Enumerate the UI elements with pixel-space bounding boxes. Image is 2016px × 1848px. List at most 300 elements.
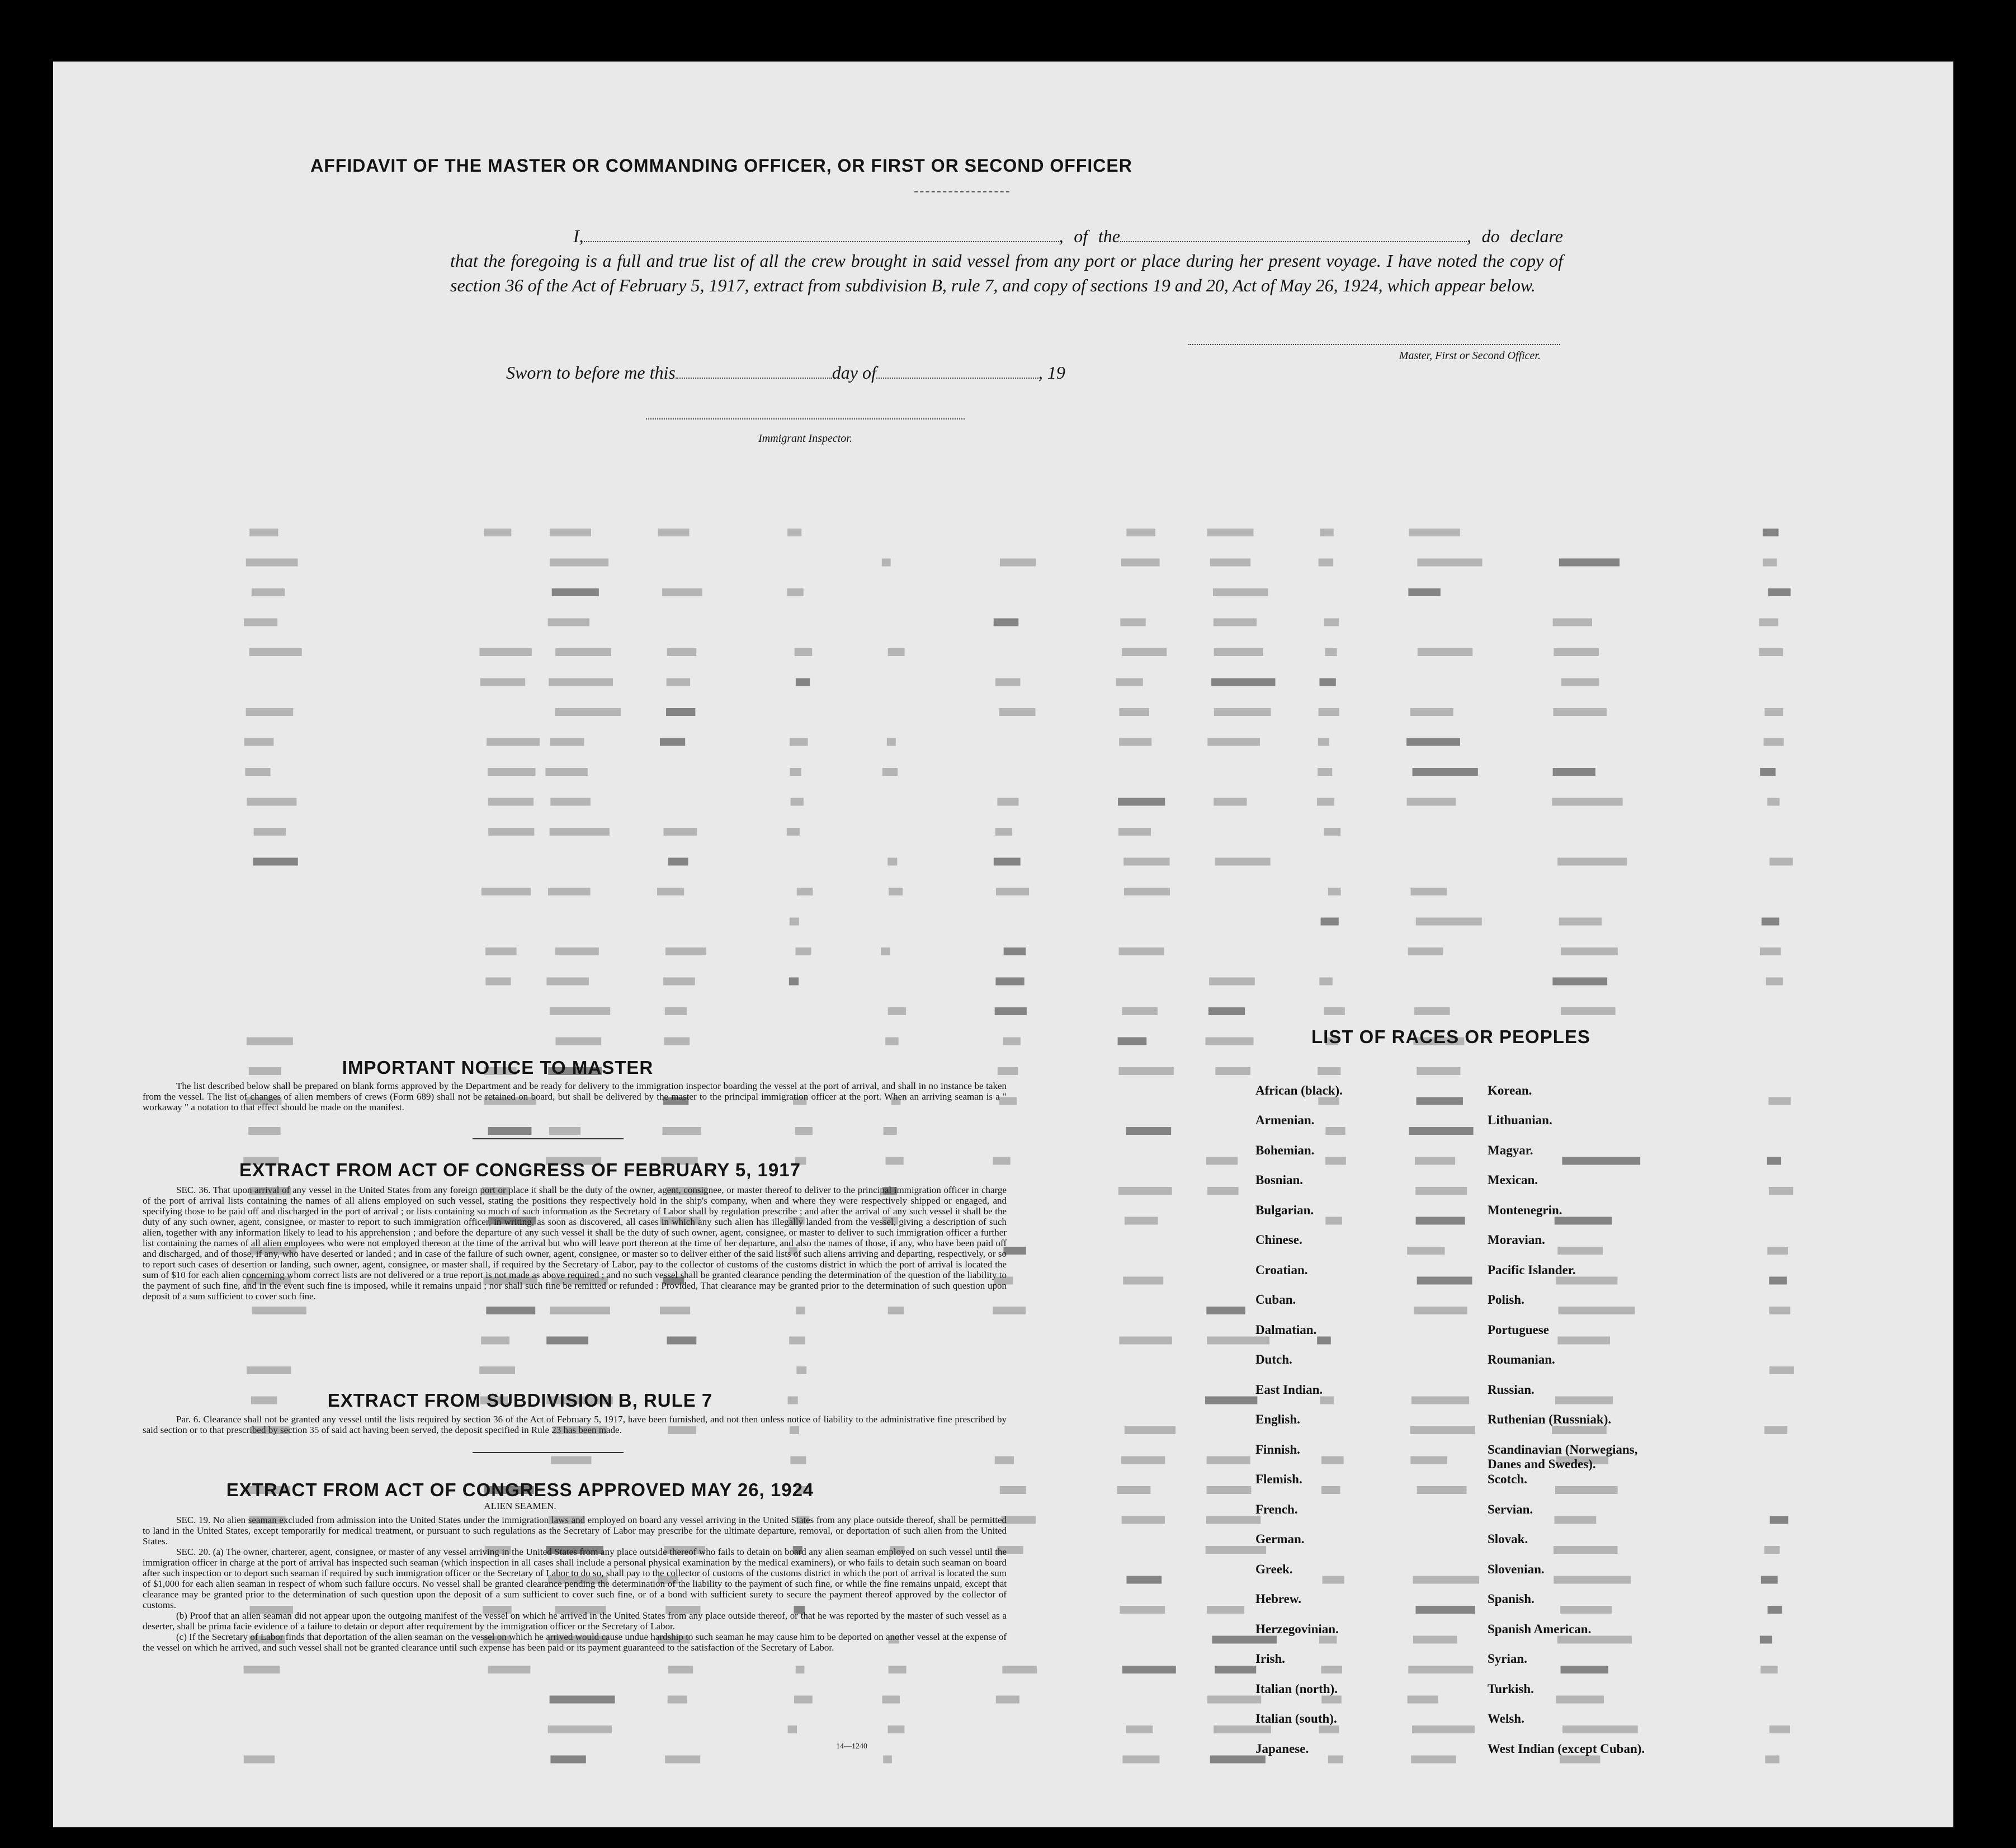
race-item: Flemish. [1255, 1472, 1302, 1486]
ghost-mark [1207, 1606, 1244, 1614]
affidavit-of-the: , of the [1059, 226, 1120, 246]
ghost-mark [995, 1007, 1027, 1015]
ghost-mark [1000, 1486, 1026, 1494]
ghost-mark [882, 559, 891, 567]
ghost-mark [791, 798, 804, 806]
ghost-mark [550, 798, 591, 806]
affidavit-text [450, 224, 1563, 298]
race-item: Bohemian. [1255, 1143, 1315, 1157]
ghost-mark [1319, 1726, 1339, 1733]
extract-rule7-body: Par. 6. Clearance shall not be granted any vessel until the lists required by section 36 of the Act of February 5, 1917, have been furnished, and not then unless notice of liability to the administrative fine prescribed by said section or to that prescribed by section 35 of said act having been served, the deposit specified in Rule 23 has been made. [143, 1414, 1007, 1435]
ghost-mark [550, 1696, 615, 1704]
ghost-mark [789, 978, 799, 986]
ghost-mark [1769, 858, 1792, 866]
affidavit-title: AFFIDAVIT OF THE MASTER OR COMMANDING OFFICER, OR FIRST OR SECOND OFFICER [310, 155, 1132, 176]
ghost-mark [1214, 798, 1247, 806]
ghost-mark [1117, 1486, 1150, 1494]
ghost-mark [1769, 1307, 1791, 1314]
signature-label: Master, First or Second Officer. [1399, 350, 1541, 362]
race-item: Slovak. [1488, 1532, 1528, 1546]
ghost-mark [1325, 648, 1337, 656]
ghost-mark [1417, 1067, 1460, 1075]
ghost-mark [485, 978, 511, 986]
ghost-mark [885, 1038, 898, 1045]
ghost-mark [796, 1666, 805, 1673]
ghost-mark [1768, 1097, 1791, 1105]
ghost-mark [550, 529, 591, 536]
ghost-mark [1118, 1067, 1173, 1075]
race-item: Italian (north). [1255, 1682, 1338, 1696]
ghost-mark [1553, 619, 1592, 626]
ghost-mark [486, 1307, 535, 1314]
extract-1924-title: EXTRACT FROM ACT OF CONGRESS APPROVED MAY 26, 1924 [226, 1479, 814, 1500]
race-item: Dutch. [1255, 1352, 1292, 1366]
ghost-mark [882, 768, 898, 776]
race-item: Lithuanian. [1488, 1113, 1552, 1127]
race-item: Spanish American. [1488, 1622, 1592, 1636]
ghost-mark [1559, 918, 1602, 926]
extract-1917-title: EXTRACT FROM ACT OF CONGRESS OF FEBRUARY 5, 1917 [239, 1159, 801, 1180]
ghost-mark [668, 1666, 693, 1673]
ghost-mark [1003, 1038, 1021, 1045]
ghost-mark [1764, 1546, 1779, 1554]
ghost-mark [1557, 1636, 1632, 1644]
race-item: Mexican. [1488, 1173, 1538, 1187]
ghost-mark [1318, 1097, 1339, 1105]
race-item: Scandinavian (Norwegians, Danes and Swedes). [1488, 1442, 1638, 1471]
ghost-mark [1407, 1247, 1444, 1255]
races-title: LIST OF RACES OR PEOPLES [1311, 1026, 1590, 1047]
ghost-mark [1126, 529, 1155, 536]
ghost-mark [994, 858, 1021, 866]
ghost-mark [1120, 619, 1145, 626]
ghost-mark [1411, 1397, 1469, 1404]
ghost-mark [1552, 1426, 1607, 1434]
ghost-mark [1206, 1157, 1238, 1165]
ghost-mark [1320, 1397, 1334, 1404]
ghost-mark [1320, 529, 1334, 536]
ghost-mark [1207, 738, 1260, 746]
ghost-mark [1414, 1307, 1467, 1314]
ghost-mark [998, 1067, 1018, 1075]
ghost-mark [997, 798, 1018, 806]
ghost-mark [252, 1307, 306, 1314]
race-item: Irish. [1255, 1652, 1286, 1666]
ghost-mark [1552, 978, 1607, 986]
ghost-mark [1321, 1456, 1344, 1464]
ghost-mark [995, 678, 1020, 686]
ghost-mark [1410, 1426, 1475, 1434]
ghost-mark [244, 1666, 280, 1673]
ghost-mark [247, 798, 296, 806]
ghost-mark [790, 768, 801, 776]
ghost-mark [1761, 1576, 1778, 1584]
race-item: Korean. [1488, 1083, 1532, 1097]
form-number: 14—1240 [836, 1742, 867, 1751]
race-item: Turkish. [1488, 1682, 1534, 1696]
ghost-mark [993, 1307, 1026, 1314]
ghost-mark [548, 888, 591, 895]
ghost-mark [665, 1756, 700, 1764]
ghost-mark [1417, 559, 1482, 567]
ghost-mark [1212, 1636, 1277, 1644]
ghost-mark [1406, 738, 1460, 746]
ghost-mark [484, 529, 511, 536]
ghost-mark [887, 858, 897, 866]
race-item: East Indian. [1255, 1383, 1323, 1397]
race-item: Herzegovinian. [1255, 1622, 1339, 1636]
ghost-mark [1328, 1756, 1343, 1764]
ghost-mark [884, 1127, 897, 1135]
ghost-mark [1118, 1187, 1172, 1195]
race-item: Bulgarian. [1255, 1203, 1314, 1217]
vessel-field[interactable] [1120, 228, 1467, 242]
ghost-mark [1417, 1486, 1467, 1494]
ghost-mark [555, 1038, 601, 1045]
ghost-mark [1760, 768, 1776, 776]
ghost-mark [795, 947, 811, 955]
ghost-mark [1411, 1756, 1456, 1764]
ghost-mark [1325, 1127, 1345, 1135]
ghost-mark [1122, 648, 1167, 656]
ghost-mark [790, 1456, 806, 1464]
ghost-mark [1769, 1187, 1793, 1195]
ghost-mark [1555, 1217, 1612, 1225]
ghost-mark [549, 678, 613, 686]
ghost-mark [1554, 1546, 1618, 1554]
ghost-mark [665, 947, 706, 955]
ghost-mark [1119, 738, 1151, 746]
sworn-prefix: Sworn to before me this [506, 362, 676, 383]
ghost-mark [1764, 1426, 1787, 1434]
race-item: Italian (south). [1255, 1712, 1337, 1726]
ghost-mark [1319, 559, 1333, 567]
ghost-mark [994, 619, 1019, 626]
race-item: Scotch. [1488, 1472, 1527, 1486]
inspector-signature-line[interactable] [646, 418, 965, 419]
race-item: Servian. [1488, 1502, 1533, 1516]
ghost-mark [1119, 1337, 1172, 1345]
ghost-mark [1416, 918, 1482, 926]
ghost-mark [1122, 1516, 1165, 1524]
ghost-mark [1125, 1217, 1158, 1225]
ghost-mark [1317, 1337, 1331, 1345]
ghost-mark [667, 1337, 696, 1345]
ghost-mark [996, 1696, 1019, 1704]
ghost-mark [1324, 1007, 1345, 1015]
ghost-mark [881, 947, 890, 955]
ghost-mark [663, 978, 695, 986]
ghost-mark [1319, 1636, 1337, 1644]
affidavit-do-declare: , do declare [1466, 226, 1563, 246]
ghost-mark [546, 1337, 588, 1345]
ghost-mark [1561, 947, 1618, 955]
ghost-mark [1122, 1007, 1158, 1015]
ghost-mark [1769, 1726, 1790, 1733]
affidavit-i: I, [573, 226, 584, 246]
ghost-mark [665, 1007, 687, 1015]
ghost-mark [789, 1337, 805, 1345]
ghost-mark [1214, 619, 1257, 626]
ghost-mark [1206, 1307, 1245, 1314]
ghost-mark [1413, 1636, 1457, 1644]
ghost-mark [1557, 858, 1627, 866]
ghost-mark [1319, 678, 1335, 686]
ghost-mark [1766, 978, 1783, 986]
ghost-mark [790, 738, 808, 746]
ghost-mark [668, 858, 688, 866]
ghost-mark [550, 1007, 610, 1015]
sec20a-paragraph: SEC. 20. (a) The owner, charterer, agent, consignee, or master of any vessel arriving in the United States from any place outside thereof who fails to detain on board any alien seaman employed on such vessel until the immigration officer in charge at the port of arrival has inspected such seaman (which inspection in all cases shall include a personal physical examination by the medical examiners), or who fails to detain such seaman on board after such inspection or to deport such seaman if required by such immigration officer or the Secretary of Labor to do so, shall pay to the collector of customs of the customs district in which the port of arrival is located the sum of $1,000 for each alien seaman in respect of whom such failure occurs. No vessel shall be granted clearance pending the determination of the liability to the payment of such fine, or while the fine remains unpaid, except that clearance may be granted prior to the determination of such question upon the deposit of a sum sufficient to cover such fine, or of a bond with sufficient surety to secure the payment thereof approved by the collector of customs. [143, 1547, 1007, 1610]
ghost-mark [1119, 708, 1149, 716]
ghost-mark [246, 708, 294, 716]
ghost-mark [1121, 1456, 1165, 1464]
ghost-mark [1557, 1337, 1610, 1345]
extract-rule7-title: EXTRACT FROM SUBDIVISION B, RULE 7 [327, 1390, 713, 1411]
ghost-mark [1554, 648, 1599, 656]
ghost-mark [1759, 619, 1778, 626]
name-field[interactable] [584, 228, 1059, 242]
ghost-mark [660, 738, 685, 746]
ghost-mark [1318, 768, 1332, 776]
ghost-mark [488, 1127, 532, 1135]
ghost-mark [1558, 1307, 1635, 1314]
ghost-mark [1409, 1127, 1474, 1135]
ghost-mark [795, 648, 812, 656]
race-item: Welsh. [1488, 1712, 1524, 1726]
ghost-mark [254, 828, 286, 836]
ghost-mark [1555, 1397, 1613, 1404]
ghost-mark [1003, 1247, 1026, 1255]
ghost-mark [888, 1726, 905, 1733]
ghost-mark [1408, 947, 1443, 955]
ghost-mark [545, 768, 587, 776]
ghost-mark [1323, 1576, 1344, 1584]
affidavit-body: that the foregoing is a full and true list of all the crew brought in said vessel from any port or place during her present voyage. I have noted the copy of section 36 of the Act of February 5, 1917, extract from subdivision B, rule 7, and copy of sections 19 and 20, Act of May 26, 1924, which appear below. [450, 251, 1563, 295]
ghost-mark [1762, 918, 1779, 926]
race-item: Croatian. [1255, 1263, 1308, 1277]
ghost-mark [1123, 858, 1169, 866]
race-item: Armenian. [1255, 1113, 1315, 1127]
ghost-mark [1207, 1187, 1238, 1195]
race-item: Ruthenian (Russniak). [1488, 1412, 1612, 1426]
ghost-mark [245, 768, 270, 776]
race-item: Slovenian. [1488, 1562, 1545, 1576]
ghost-mark [1324, 828, 1341, 836]
ghost-mark [1759, 648, 1783, 656]
ghost-mark [479, 648, 532, 656]
ghost-mark [1123, 1277, 1163, 1285]
ghost-mark [1552, 798, 1622, 806]
ghost-mark [1119, 947, 1164, 955]
signature-line[interactable] [1188, 344, 1560, 345]
ghost-mark [1415, 1157, 1455, 1165]
ghost-mark [1214, 648, 1263, 656]
ghost-mark [1413, 768, 1478, 776]
ghost-mark [1410, 708, 1453, 716]
ghost-mark [249, 648, 302, 656]
ghost-mark [667, 678, 690, 686]
ghost-mark [797, 888, 813, 895]
ghost-mark [550, 559, 608, 567]
race-item: Hebrew. [1255, 1592, 1301, 1606]
ghost-mark [796, 678, 810, 686]
ghost-mark [1557, 1247, 1603, 1255]
ghost-mark [1555, 1516, 1597, 1524]
ghost-mark [1416, 1217, 1465, 1225]
ghost-mark [668, 1696, 687, 1704]
ghost-mark [1413, 1576, 1479, 1584]
ghost-mark [1418, 648, 1472, 656]
ghost-mark [1126, 1127, 1172, 1135]
race-item: Moravian. [1488, 1233, 1545, 1247]
ghost-mark [552, 588, 599, 596]
ghost-mark [1764, 738, 1784, 746]
race-item: Polish. [1488, 1293, 1524, 1307]
ghost-mark [1417, 1277, 1472, 1285]
ghost-mark [796, 1366, 806, 1374]
ghost-mark [1121, 559, 1160, 567]
race-item: English. [1255, 1412, 1300, 1426]
sworn-day-field[interactable] [676, 364, 832, 379]
ghost-mark [1414, 1007, 1450, 1015]
extract-1917-body: SEC. 36. That upon arrival of any vessel in the United States from any foreign port or place it shall be the duty of the owner, agent, consignee, or master thereof to deliver to the principal immigration officer in charge of the port of arrival lists containing the names of all aliens employed on such vessel, stating the positions they respectively hold in the ship's company, when and where they were respectively shipped or engaged, and specifying those to be paid off and discharged in the port of arrival ; or lists containing so much of such information as the Secretary of Labor shall by regulation prescribe ; and after the arrival of any such vessel it shall be the duty of any such owner, agent, consignee, or master to report to such immigration officer, in writing, as soon as discovered, all cases in which any such alien has illegally landed from the vessel, giving a description of such alien, together with any information likely to lead to his apprehension ; and before the departure of any such vessel it shall be the duty of such owner, agent, consignee, or master to deliver to such immigration officer a further list containing the names of all alien employees who were not employed thereon at the time of the arrival but who will leave port thereon at the time of her departure, and also the names of those, if any, who have been paid off and discharged, and of those, if any, who have deserted or landed ; and in case of the failure of such owner, agent, consignee, or master so to deliver either of the said lists of such aliens arriving and departing, respectively, or so to report such cases of desertion or landing, such owner, agent, consignee, or master shall, if required by the Secretary of Labor, pay to the collector of customs of the customs district in which the port of arrival is located the sum of $10 for each alien concerning whom correct lists are not delivered or a true report is not made as above required ; and no such vessel shall be granted clearance pending the determination of the question of the liability to the payment of such fine, and in the event such fine is imposed, while it remains unpaid ; nor shall such fine be remitted or refunded : Provided, That clearance may be granted prior to the determination of such question upon deposit of a sum sufficient to cover such fine. [143, 1185, 1007, 1302]
race-item: Bosnian. [1255, 1173, 1304, 1187]
ghost-mark [1407, 798, 1456, 806]
ghost-mark [993, 1157, 1011, 1165]
ghost-mark [1002, 1666, 1037, 1673]
ghost-mark [253, 858, 298, 866]
ghost-mark [488, 1666, 530, 1673]
ghost-mark [1206, 1516, 1261, 1524]
ghost-mark [555, 947, 598, 955]
ghost-mark [1767, 798, 1779, 806]
ghost-mark [1004, 947, 1026, 955]
ghost-mark [550, 1756, 586, 1764]
race-item: Chinese. [1255, 1233, 1302, 1247]
ghost-mark [790, 918, 799, 926]
ghost-mark [1120, 1606, 1165, 1614]
ghost-mark [479, 1366, 515, 1374]
title-rule [914, 191, 1009, 192]
ghost-mark [882, 1696, 900, 1704]
ghost-mark [1561, 678, 1599, 686]
ghost-mark [1409, 529, 1460, 536]
ghost-mark [1208, 1007, 1245, 1015]
ghost-mark [1763, 529, 1778, 536]
race-item: Finnish. [1255, 1442, 1300, 1456]
ghost-mark [1321, 1696, 1342, 1704]
ghost-mark [485, 947, 516, 955]
sworn-line [506, 362, 1065, 383]
ghost-mark [657, 888, 684, 895]
ghost-mark [1767, 1157, 1781, 1165]
ghost-mark [1214, 708, 1271, 716]
ghost-mark [1118, 828, 1151, 836]
ghost-mark [1562, 1726, 1638, 1733]
ghost-mark [1408, 588, 1440, 596]
ghost-mark [1559, 559, 1620, 567]
ghost-mark [488, 798, 533, 806]
ghost-mark [1122, 1666, 1176, 1673]
ghost-mark [1760, 1636, 1772, 1644]
ghost-mark [1215, 858, 1271, 866]
race-item: Cuban. [1255, 1293, 1296, 1307]
ghost-mark [1211, 678, 1275, 686]
ghost-mark [795, 1127, 813, 1135]
extract-1924-subtitle: ALIEN SEAMEN. [484, 1501, 556, 1511]
ghost-mark [1321, 918, 1339, 926]
ghost-mark [252, 588, 285, 596]
race-item: Russian. [1488, 1383, 1535, 1397]
ghost-mark [1118, 1038, 1147, 1045]
ghost-mark [1763, 559, 1777, 567]
ghost-mark [550, 828, 610, 836]
ghost-mark [1555, 1486, 1618, 1494]
ghost-mark [658, 529, 690, 536]
ghost-mark [1769, 1277, 1787, 1285]
ghost-mark [664, 1038, 690, 1045]
ghost-mark [1554, 1576, 1631, 1584]
race-item: German. [1255, 1532, 1305, 1546]
ghost-mark [1768, 588, 1791, 596]
race-item: Roumanian. [1488, 1352, 1555, 1366]
ghost-mark [1561, 1666, 1608, 1673]
ghost-mark [1122, 1756, 1159, 1764]
notice-title: IMPORTANT NOTICE TO MASTER [342, 1057, 654, 1078]
ghost-mark [995, 1456, 1014, 1464]
race-item: Magyar. [1488, 1143, 1533, 1157]
ghost-mark [244, 619, 277, 626]
ghost-mark [550, 1307, 610, 1314]
ghost-mark [1325, 1157, 1346, 1165]
ghost-mark [889, 888, 903, 895]
ghost-mark [796, 1307, 805, 1314]
ghost-mark [999, 708, 1036, 716]
race-item: Greek. [1255, 1562, 1293, 1576]
ghost-mark [1126, 1576, 1162, 1584]
ghost-mark [1408, 1666, 1473, 1673]
ghost-mark [794, 1696, 813, 1704]
ghost-mark [1553, 708, 1606, 716]
ghost-mark [787, 828, 800, 836]
race-item: Spanish. [1488, 1592, 1535, 1606]
ghost-mark [666, 708, 695, 716]
sworn-month-field[interactable] [876, 364, 1038, 379]
ghost-mark [883, 1756, 892, 1764]
ghost-mark [1207, 1486, 1252, 1494]
ghost-mark [1328, 888, 1341, 895]
ghost-mark [1207, 1456, 1250, 1464]
ghost-mark [888, 1007, 906, 1015]
ghost-mark [995, 978, 1024, 986]
ghost-mark [660, 1307, 690, 1314]
ghost-mark [787, 529, 801, 536]
ghost-mark [1769, 1366, 1794, 1374]
ghost-mark [248, 1127, 280, 1135]
ghost-mark [662, 588, 702, 596]
extract-1924-body [143, 1515, 1007, 1653]
ghost-mark [888, 648, 905, 656]
ghost-mark [1125, 1426, 1175, 1434]
ghost-mark [1207, 1696, 1261, 1704]
ghost-mark [1562, 1157, 1640, 1165]
ghost-mark [555, 648, 611, 656]
ghost-mark [995, 828, 1012, 836]
ghost-mark [549, 1127, 580, 1135]
ghost-mark [488, 768, 536, 776]
ghost-mark [1321, 1486, 1340, 1494]
